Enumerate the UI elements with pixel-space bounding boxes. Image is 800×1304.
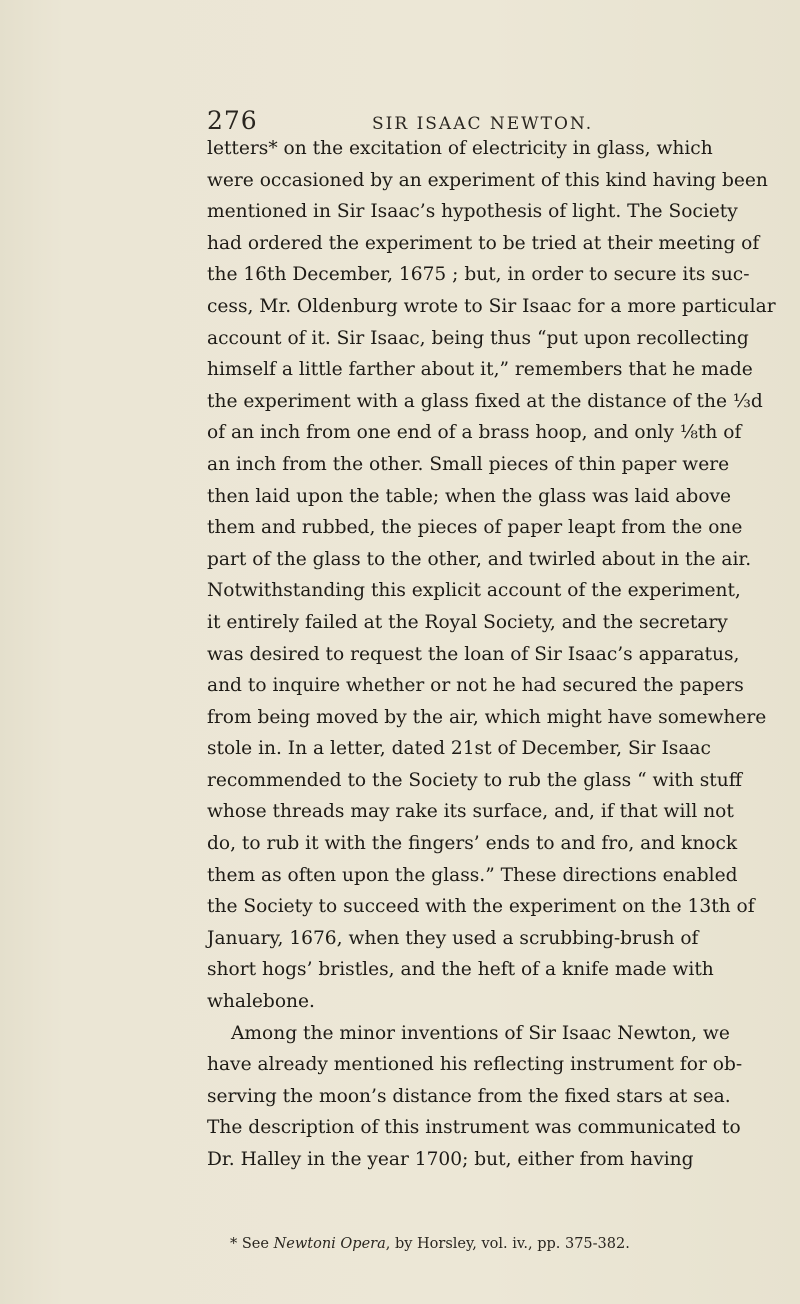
text-line: Notwithstanding this explicit account of the experiment, bbox=[207, 580, 741, 602]
text-line: it entirely failed at the Royal Society, and the secretary bbox=[207, 611, 728, 633]
footnote-citation: , by Horsley, vol. iv., pp. 375-382. bbox=[385, 1236, 630, 1252]
text-line: an inch from the other. Small pieces of thin paper were bbox=[207, 453, 730, 475]
text-line: himself a little farther about it,” remembers that he made bbox=[207, 359, 753, 381]
text-line: from being moved by the air, which might have somewhere bbox=[207, 706, 767, 728]
text-line: the Society to succeed with the experiment on the 13th of bbox=[207, 896, 755, 918]
text-line: The description of this instrument was communicated to bbox=[207, 1117, 741, 1139]
text-line: and to inquire whether or not he had secured the papers bbox=[207, 675, 744, 697]
text-line: had ordered the experiment to be tried at their meeting of bbox=[207, 232, 760, 254]
text-line: account of it. Sir Isaac, being thus “put upon recollecting bbox=[207, 327, 749, 349]
text-line: stole in. In a letter, dated 21st of December, Sir Isaac bbox=[207, 738, 711, 760]
page-number: 276 bbox=[207, 106, 258, 135]
text-line: them and rubbed, the pieces of paper leapt from the one bbox=[207, 517, 743, 539]
text-line: part of the glass to the other, and twirled about in the air. bbox=[207, 548, 752, 570]
footnote-title: Newtoni Opera bbox=[273, 1236, 386, 1252]
footnote-marker: * See bbox=[230, 1236, 274, 1252]
text-line: Dr. Halley in the year 1700; but, either from having bbox=[207, 1149, 694, 1170]
text-line: whose threads may rake its surface, and, if that will not bbox=[207, 801, 734, 823]
text-line: Among the minor inventions of Sir Isaac Newton, we bbox=[231, 1022, 730, 1044]
text-line: the 16th December, 1675 ; but, in order to secure its suc- bbox=[207, 264, 750, 286]
text-line: then laid upon the table; when the glass was laid above bbox=[207, 485, 732, 507]
footnote bbox=[230, 1236, 630, 1252]
text-line: do, to rub it with the fingers’ ends to and fro, and knock bbox=[207, 833, 738, 855]
text-line: serving the moon’s distance from the fixed stars at sea. bbox=[207, 1085, 731, 1107]
text-line: recommended to the Society to rub the glass “ with stuff bbox=[207, 769, 742, 791]
text-line: of an inch from one end of a brass hoop, and only ⅛th of bbox=[207, 422, 742, 444]
text-line: January, 1676, when they used a scrubbing-brush of bbox=[207, 927, 699, 949]
text-line: the experiment with a glass fixed at the distance of the ⅓d bbox=[207, 390, 763, 412]
text-line: cess, Mr. Oldenburg wrote to Sir Isaac for a more particular bbox=[207, 295, 776, 317]
text-line: them as often upon the glass.” These directions enabled bbox=[207, 864, 738, 886]
text-line: letters* on the excitation of electricity in glass, which bbox=[207, 138, 713, 159]
text-line: short hogs’ bristles, and the heft of a knife made with bbox=[207, 959, 714, 981]
text-line: was desired to request the loan of Sir Isaac’s apparatus, bbox=[207, 643, 740, 665]
body-text bbox=[207, 133, 776, 1176]
running-head: SIR ISAAC NEWTON. bbox=[372, 114, 594, 134]
text-line: have already mentioned his reflecting instrument for ob- bbox=[207, 1054, 743, 1076]
text-line: were occasioned by an experiment of this kind having been bbox=[207, 169, 768, 191]
text-line: whalebone. bbox=[207, 991, 315, 1013]
text-line: mentioned in Sir Isaac’s hypothesis of light. The Society bbox=[207, 201, 738, 223]
